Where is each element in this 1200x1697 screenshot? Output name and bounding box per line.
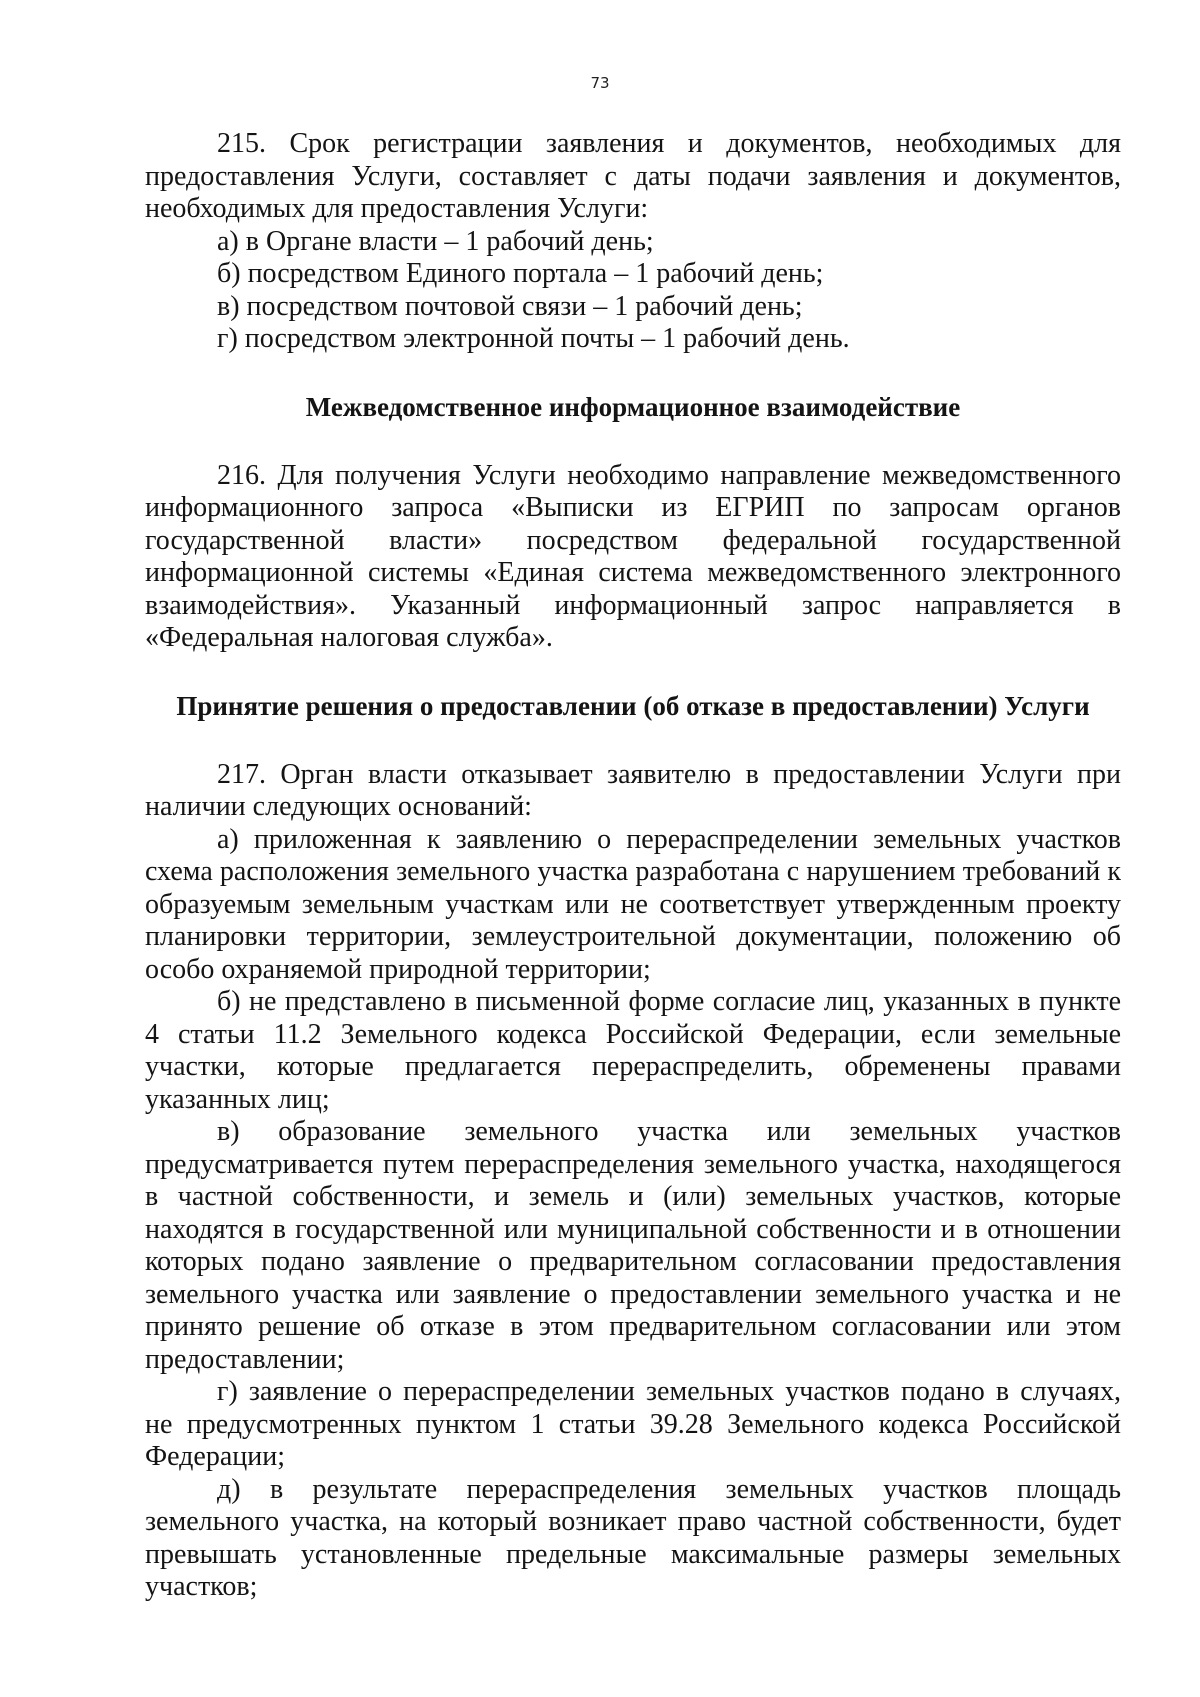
page-content — [145, 128, 1121, 1604]
paragraph-215-item-b: б) посредством Единого портала – 1 рабочий день; — [217, 258, 824, 289]
paragraph-217-item-b: б) не представлено в письменной форме согласие лиц, указанных в пункте 4 статьи 11.2 Земельного кодекса Российской Федерации, если земельные участки, которые предлагается перераспределить, обременены правами указанных лиц; — [145, 986, 1121, 1115]
paragraph-217-item-v: в) образование земельного участка или земельных участков предусматривается путем перераспределения земельного участка, находящегося в частной собственности, и земель и (или) земельных участков, которые находятся в государственной или муниципальной собственности и в отношении которых подано заявление о предварительном согласовании предоставления земельного участка или заявление о предоставлении земельного участка и не принято решение об отказе в этом предварительном согласовании или этом предоставлении; — [145, 1116, 1121, 1375]
paragraph-217-item-g: г) заявление о перераспределении земельных участков подано в случаях, не предусмотренных пунктом 1 статьи 39.28 Земельного кодекса Российской Федерации; — [145, 1376, 1121, 1472]
paragraph-216: 216. Для получения Услуги необходимо направление межведомственного информационного запроса «Выписки из ЕГРИП по запросам органов государственной власти» посредством федеральной государственной информационной системы «Единая система межведомственного электронного взаимодействия». Указанный информационный запрос направляется в «Федеральная налоговая служба». — [145, 459, 1121, 653]
heading-decision: Принятие решения о предоставлении (об отказе в предоставлении) Услуги — [176, 690, 1090, 721]
paragraph-215-intro: 215. Срок регистрации заявления и документов, необходимых для предоставления Услуги, составляет с даты подачи заявления и документов, необходимых для предоставления Услуги: — [145, 128, 1121, 224]
page-number: 73 — [590, 74, 610, 92]
paragraph-217-intro: 217. Орган власти отказывает заявителю в предоставлении Услуги при наличии следующих оснований: — [145, 758, 1121, 822]
heading-interagency: Межведомственное информационное взаимодействие — [305, 391, 961, 422]
paragraph-215-item-v: в) посредством почтовой связи – 1 рабочий день; — [217, 290, 803, 322]
paragraph-217-item-d: д) в результате перераспределения земельных участков площадь земельного участка, на который возникает право частной собственности, будет превышать установленные предельные максимальные размеры земельных участков; — [145, 1473, 1121, 1602]
paragraph-215-item-g: г) посредством электронной почты – 1 рабочий день. — [217, 323, 850, 354]
paragraph-217-item-a: а) приложенная к заявлению о перераспределении земельных участков схема расположения земельного участка разработана с нарушением требований к образуемым земельным участкам или не соответствует утвержденным проекту планировки территории, землеустроительной документации, положению об особо охраняемой природной территории; — [145, 823, 1121, 985]
paragraph-215-item-a: а) в Органе власти – 1 рабочий день; — [217, 225, 654, 257]
